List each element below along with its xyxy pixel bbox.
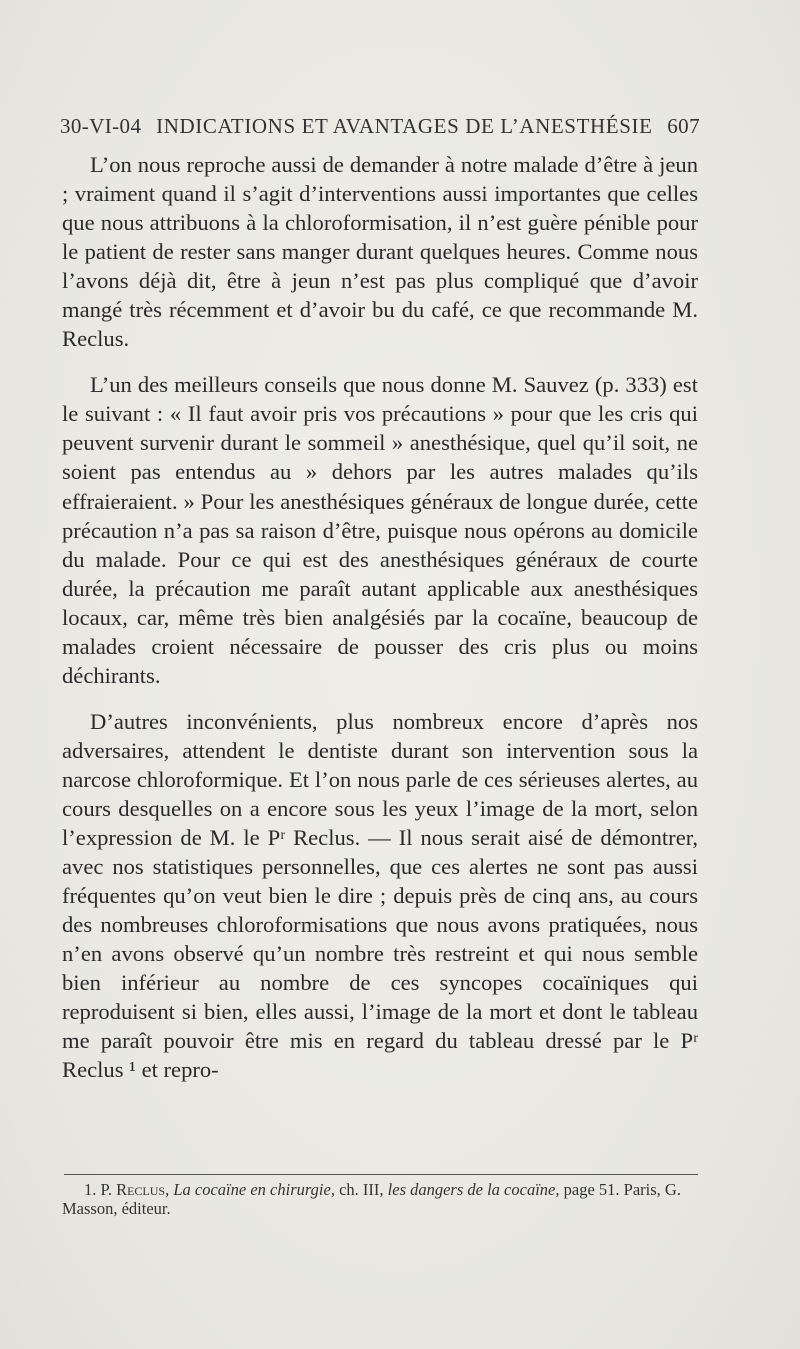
running-header — [60, 114, 700, 139]
paragraph-2: L’un des meilleurs conseils que nous donne M. Sauvez (p. 333) est le suivant : « Il faut avoir pris vos précautions » pour que les cris qui peuvent survenir durant le sommeil » anesthésique, quel qu’il soit, ne soient pas entendus au » dehors par les autres malades qu’ils effraieraient. » Pour les anesthésiques généraux de longue durée, cette précaution n’a pas sa raison d’être, puisque nous opérons au domicile du malade. Pour ce qui est des anesthésiques généraux de courte durée, la précaution me paraît autant applicable aux anesthésiques locaux, car, même très bien analgésiés par la cocaïne, beaucoup de malades croient nécessaire de pousser des cris plus ou moins déchirants. — [62, 372, 698, 688]
footnote-publication: page 51. Paris, G. Masson, éditeur. — [62, 1180, 681, 1218]
page-number: 607 — [667, 114, 700, 138]
header-title: INDICATIONS ET AVANTAGES DE L’ANESTHÉSIE — [156, 114, 653, 138]
footnote-author: P. Reclus, — [100, 1180, 170, 1199]
footnote-number: 1. — [84, 1180, 97, 1199]
footnote-separator — [64, 1174, 698, 1175]
footnote-chapter-title: les dangers de la cocaïne, — [387, 1180, 560, 1199]
body-text — [62, 150, 698, 1084]
footnote-chapter: ch. III, — [339, 1180, 384, 1199]
paragraph-1: L’on nous reproche aussi de demander à notre malade d’être à jeun ; vraiment quand il s’agit d’interventions aussi importantes que celles que nous attribuons à la chloroformisation, il n’est guère pénible pour le patient de rester sans manger durant quelques heures. Comme nous l’avons déjà dit, être à jeun n’est pas plus compliqué que d’avoir mangé très récemment et d’avoir bu du café, ce que recommande M. Reclus. — [62, 152, 698, 352]
footnote — [62, 1180, 698, 1218]
paragraph-3: D’autres inconvénients, plus nombreux encore d’après nos adversaires, attendent le dentiste durant son intervention sous la narcose chloroformique. Et l’on nous parle de ces sérieuses alertes, au cours desquelles on a encore sous les yeux l’image de la mort, selon l’expression de M. le Pʳ Reclus. — Il nous serait aisé de démontrer, avec nos statistiques personnelles, que ces alertes ne sont pas aussi fréquentes qu’on veut bien le dire ; depuis près de cinq ans, au cours des nombreuses chloroformisations que nous avons pratiquées, nous n’en avons observé qu’un nombre très restreint et qui nous semble bien inférieur au nombre de ces syncopes cocaïniques qui reproduisent si bien, elles aussi, l’image de la mort et dont le tableau me paraît pouvoir être mis en regard du tableau dressé par le Pʳ Reclus ¹ et repro- — [62, 708, 698, 1083]
header-date: 30-VI-04 — [60, 114, 142, 138]
footnote-book-title: La cocaïne en chirurgie, — [173, 1180, 335, 1199]
